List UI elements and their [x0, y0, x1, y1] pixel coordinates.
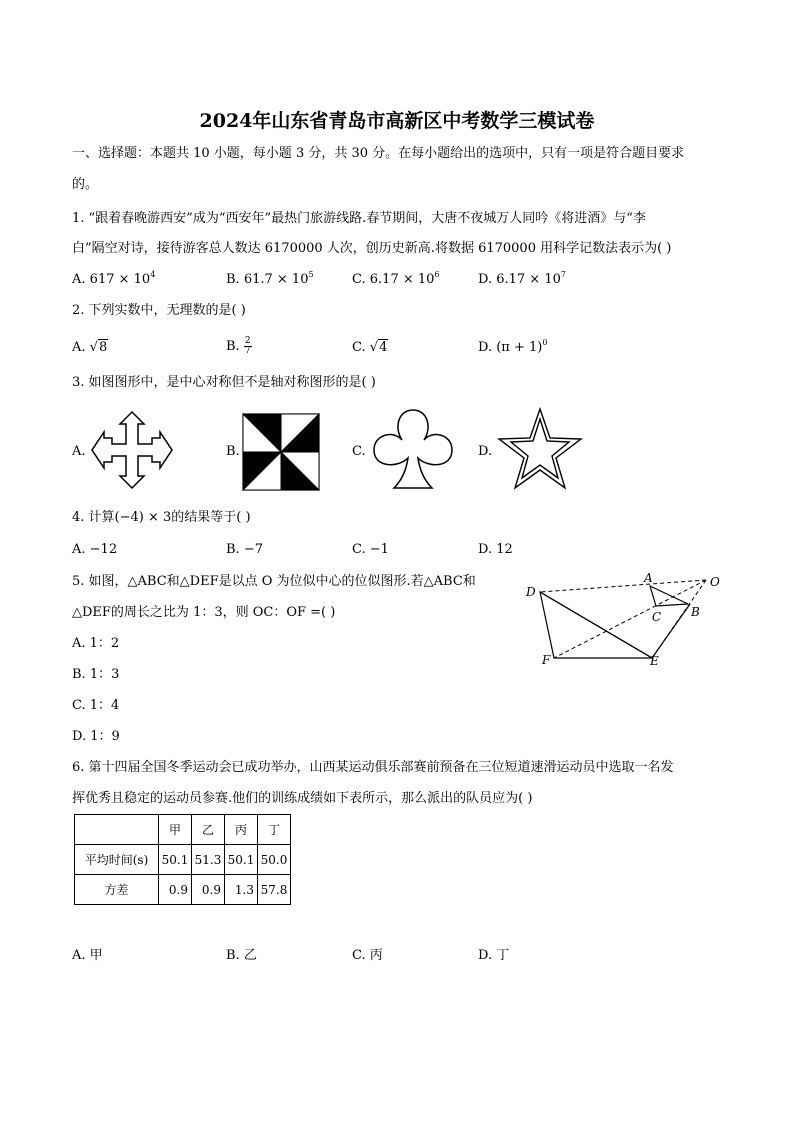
q6-text-line2: 挥优秀且稳定的运动员参赛.他们的训练成绩如下表所示，那么派出的队员应为( ): [72, 791, 533, 806]
q2-text: 2. 下列实数中，无理数的是( ): [72, 303, 246, 318]
table-header-cell: 甲: [159, 815, 192, 845]
q6-option-d[interactable]: D. 丁: [478, 948, 510, 963]
q5-text-line2: △DEF的周长之比为 1：3，则 OC：OF =( ): [72, 605, 336, 620]
table-cell: 0.9: [159, 875, 192, 905]
point-b-label: B: [691, 605, 700, 619]
table-cell: 0.9: [192, 875, 225, 905]
point-e-label: E: [650, 654, 659, 668]
double-star-figure[interactable]: [496, 406, 584, 494]
q2-option-d[interactable]: D. $(\pi + 1)^0$: [478, 338, 548, 355]
q1-text-line1: 1. “跟着春晚游西安”成为“西安年”最热门旅游线路.春节期间，大唐不夜城万人同吟《将进酒》与“李: [72, 211, 646, 226]
q1-option-b[interactable]: B. $61.7 \times 10^5$: [226, 270, 314, 287]
table-cell: 57.8: [258, 875, 291, 905]
training-results-table: [74, 814, 291, 905]
q5-option-d[interactable]: D. 1：9: [72, 729, 120, 744]
q2-option-c[interactable]: C. √4: [352, 340, 388, 355]
q3-option-a-label[interactable]: A.: [72, 444, 86, 459]
point-c-label: C: [652, 610, 662, 624]
point-o-label: O: [710, 575, 720, 589]
table-cell: 50.1: [225, 845, 258, 875]
q3-option-c-label[interactable]: C.: [352, 444, 366, 459]
point-d-label: D: [526, 585, 536, 599]
q4-option-d[interactable]: D. 12: [478, 542, 513, 557]
q4-text: 4. 计算(−4) × 3的结果等于( ): [72, 510, 251, 525]
q1-option-a[interactable]: A. $617 \times 10^4$: [72, 270, 156, 287]
q6-option-a[interactable]: A. 甲: [72, 948, 103, 963]
q3-option-d-label[interactable]: D.: [478, 444, 493, 459]
q3-option-b-label[interactable]: B.: [226, 444, 240, 459]
q1-option-d[interactable]: D. $6.17 \times 10^7$: [478, 270, 566, 287]
q2-option-b[interactable]: B. $\frac{2}{7}$: [226, 336, 251, 356]
q2-option-a[interactable]: A. √8: [72, 340, 108, 355]
q5-option-a[interactable]: A. 1：2: [72, 636, 120, 651]
point-a-label: A: [644, 571, 653, 585]
fraction: $\frac{2}{7}$: [244, 336, 251, 356]
q4-option-a[interactable]: A. −12: [72, 542, 118, 557]
four-arrows-figure[interactable]: [90, 410, 174, 490]
table-header-cell: 丁: [258, 815, 291, 845]
table-cell: 51.3: [192, 845, 225, 875]
q1-text-line2: 白”隔空对诗，接待游客总人数达 6170000 人次，创历史新高.将数据 6170000 用科学记数法表示为( ): [72, 241, 672, 256]
table-row: [75, 875, 291, 905]
q5-text-line1: 5. 如图，△ABC和△DEF是以点 O 为位似中心的位似图形.若△ABC和: [72, 574, 476, 589]
table-header-cell: [75, 815, 159, 845]
table-header-cell: 丙: [225, 815, 258, 845]
pinwheel-figure[interactable]: [241, 412, 321, 492]
q1-option-c[interactable]: C. $6.17 \times 10^6$: [352, 270, 440, 287]
club-shape-figure[interactable]: [368, 408, 458, 492]
q3-text: 3. 如图图形中，是中心对称但不是轴对称图形的是( ): [72, 375, 376, 390]
q5-option-c[interactable]: C. 1：4: [72, 698, 120, 713]
table-cell: 1.3: [225, 875, 258, 905]
point-f-label: F: [542, 653, 551, 667]
similar-triangles-figure: [520, 568, 730, 672]
q4-option-b[interactable]: B. −7: [226, 542, 263, 557]
table-cell: 平均时间(s): [75, 845, 159, 875]
q6-option-b[interactable]: B. 乙: [226, 948, 257, 963]
q4-option-c[interactable]: C. −1: [352, 542, 389, 557]
table-cell: 50.0: [258, 845, 291, 875]
section-instructions-line1: 一、选择题：本题共 10 小题，每小题 3 分，共 30 分。在每小题给出的选项中，只有一项是符合题目要求: [72, 146, 685, 161]
table-header-cell: 乙: [192, 815, 225, 845]
q6-text-line1: 6. 第十四届全国冬季运动会已成功举办，山西某运动俱乐部赛前预备在三位短道速滑运动员中选取一名发: [72, 760, 674, 775]
section-instructions-line2: 的。: [72, 177, 99, 192]
table-header-row: [75, 815, 291, 845]
q6-option-c[interactable]: C. 丙: [352, 948, 383, 963]
table-cell: 方差: [75, 875, 159, 905]
table-row: [75, 845, 291, 875]
q5-option-b[interactable]: B. 1：3: [72, 667, 120, 682]
table-cell: 50.1: [159, 845, 192, 875]
page-title: 2024年山东省青岛市高新区中考数学三模试卷: [199, 110, 595, 132]
